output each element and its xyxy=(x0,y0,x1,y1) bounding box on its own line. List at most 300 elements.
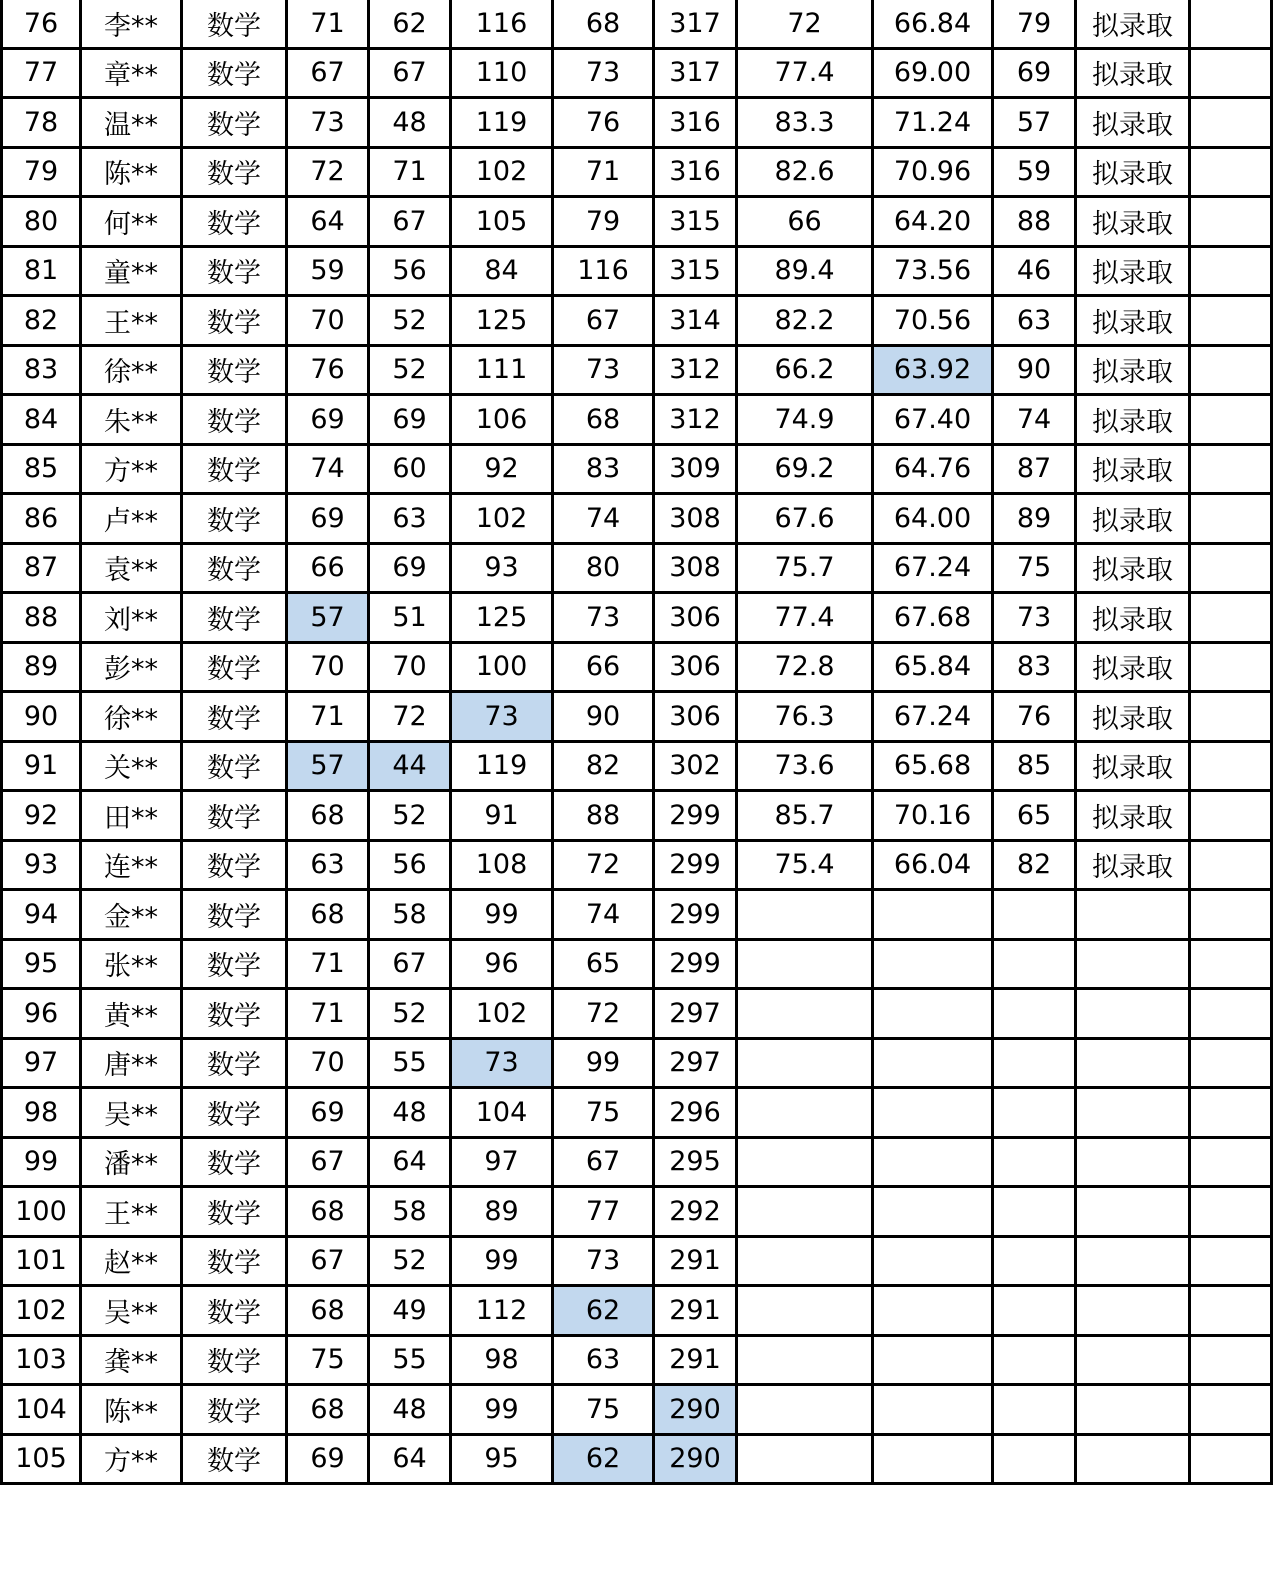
score2-cell: 62 xyxy=(369,0,451,48)
final-score-cell xyxy=(873,890,993,940)
note-cell xyxy=(1190,1434,1272,1484)
note-cell xyxy=(1190,791,1272,841)
interview-score-cell: 72 xyxy=(737,0,873,48)
interview-score-cell xyxy=(737,1385,873,1435)
row-number-cell: 76 xyxy=(2,0,81,48)
note-cell xyxy=(1190,1335,1272,1385)
rank-cell: 69 xyxy=(993,48,1076,98)
score2-cell: 67 xyxy=(369,939,451,989)
subject-cell: 数学 xyxy=(182,1137,287,1187)
interview-score-cell: 82.6 xyxy=(737,147,873,197)
total-score-cell: 290 xyxy=(654,1434,737,1484)
score3-cell: 97 xyxy=(451,1137,553,1187)
score1-cell: 68 xyxy=(287,890,369,940)
score3-cell: 92 xyxy=(451,444,553,494)
total-score-cell: 292 xyxy=(654,1187,737,1237)
score3-cell: 102 xyxy=(451,147,553,197)
score4-cell: 83 xyxy=(553,444,654,494)
score4-cell: 75 xyxy=(553,1385,654,1435)
name-cell: 潘** xyxy=(81,1137,182,1187)
note-cell xyxy=(1190,246,1272,296)
admission-status-cell: 拟录取 xyxy=(1076,345,1190,395)
note-cell xyxy=(1190,1286,1272,1336)
interview-score-cell xyxy=(737,1236,873,1286)
score3-cell: 89 xyxy=(451,1187,553,1237)
score2-cell: 70 xyxy=(369,642,451,692)
total-score-cell: 297 xyxy=(654,1038,737,1088)
row-number-cell: 93 xyxy=(2,840,81,890)
score1-cell: 70 xyxy=(287,296,369,346)
score2-cell: 52 xyxy=(369,989,451,1039)
name-cell: 袁** xyxy=(81,543,182,593)
rank-cell xyxy=(993,1038,1076,1088)
score4-cell: 82 xyxy=(553,741,654,791)
name-cell: 徐** xyxy=(81,692,182,742)
subject-cell: 数学 xyxy=(182,1434,287,1484)
score4-cell: 68 xyxy=(553,0,654,48)
admission-status-cell: 拟录取 xyxy=(1076,642,1190,692)
final-score-cell xyxy=(873,1088,993,1138)
subject-cell: 数学 xyxy=(182,791,287,841)
table-row xyxy=(2,1187,1272,1237)
table-row xyxy=(2,593,1272,643)
interview-score-cell: 77.4 xyxy=(737,593,873,643)
total-score-cell: 291 xyxy=(654,1236,737,1286)
row-number-cell: 103 xyxy=(2,1335,81,1385)
admission-status-cell: 拟录取 xyxy=(1076,395,1190,445)
score1-cell: 63 xyxy=(287,840,369,890)
interview-score-cell xyxy=(737,1434,873,1484)
score3-cell: 119 xyxy=(451,98,553,148)
rank-cell xyxy=(993,1335,1076,1385)
subject-cell: 数学 xyxy=(182,494,287,544)
score1-cell: 70 xyxy=(287,1038,369,1088)
score2-cell: 48 xyxy=(369,98,451,148)
table-row xyxy=(2,246,1272,296)
score1-cell: 76 xyxy=(287,345,369,395)
final-score-cell xyxy=(873,989,993,1039)
score2-cell: 67 xyxy=(369,197,451,247)
score4-cell: 74 xyxy=(553,890,654,940)
table-row xyxy=(2,345,1272,395)
final-score-cell xyxy=(873,1335,993,1385)
table-row xyxy=(2,197,1272,247)
name-cell: 陈** xyxy=(81,147,182,197)
score1-cell: 69 xyxy=(287,395,369,445)
subject-cell: 数学 xyxy=(182,741,287,791)
score4-cell: 74 xyxy=(553,494,654,544)
admission-status-cell: 拟录取 xyxy=(1076,593,1190,643)
row-number-cell: 88 xyxy=(2,593,81,643)
subject-cell: 数学 xyxy=(182,692,287,742)
score4-cell: 79 xyxy=(553,197,654,247)
score3-cell: 105 xyxy=(451,197,553,247)
final-score-cell: 63.92 xyxy=(873,345,993,395)
name-cell: 彭** xyxy=(81,642,182,692)
score2-cell: 69 xyxy=(369,395,451,445)
interview-score-cell xyxy=(737,890,873,940)
table-row xyxy=(2,0,1272,48)
final-score-cell: 70.56 xyxy=(873,296,993,346)
total-score-cell: 306 xyxy=(654,692,737,742)
total-score-cell: 308 xyxy=(654,494,737,544)
admission-status-cell xyxy=(1076,1187,1190,1237)
rank-cell: 75 xyxy=(993,543,1076,593)
rank-cell xyxy=(993,939,1076,989)
table-row xyxy=(2,741,1272,791)
rank-cell: 63 xyxy=(993,296,1076,346)
score2-cell: 67 xyxy=(369,48,451,98)
table-row xyxy=(2,989,1272,1039)
table-row xyxy=(2,840,1272,890)
admission-status-cell xyxy=(1076,939,1190,989)
row-number-cell: 100 xyxy=(2,1187,81,1237)
score1-cell: 70 xyxy=(287,642,369,692)
interview-score-cell: 73.6 xyxy=(737,741,873,791)
note-cell xyxy=(1190,989,1272,1039)
admission-status-cell: 拟录取 xyxy=(1076,741,1190,791)
total-score-cell: 316 xyxy=(654,147,737,197)
score4-cell: 63 xyxy=(553,1335,654,1385)
admission-status-cell: 拟录取 xyxy=(1076,543,1190,593)
table-row xyxy=(2,791,1272,841)
name-cell: 王** xyxy=(81,1187,182,1237)
total-score-cell: 316 xyxy=(654,98,737,148)
final-score-cell: 67.68 xyxy=(873,593,993,643)
score1-cell: 74 xyxy=(287,444,369,494)
rank-cell: 65 xyxy=(993,791,1076,841)
score2-cell: 60 xyxy=(369,444,451,494)
row-number-cell: 97 xyxy=(2,1038,81,1088)
score2-cell: 52 xyxy=(369,345,451,395)
score2-cell: 71 xyxy=(369,147,451,197)
score1-cell: 71 xyxy=(287,989,369,1039)
score2-cell: 52 xyxy=(369,1236,451,1286)
total-score-cell: 299 xyxy=(654,890,737,940)
final-score-cell xyxy=(873,939,993,989)
admission-status-cell: 拟录取 xyxy=(1076,197,1190,247)
table-row xyxy=(2,642,1272,692)
name-cell: 赵** xyxy=(81,1236,182,1286)
rank-cell xyxy=(993,1286,1076,1336)
interview-score-cell xyxy=(737,1286,873,1336)
score1-cell: 68 xyxy=(287,1286,369,1336)
final-score-cell: 64.76 xyxy=(873,444,993,494)
name-cell: 龚** xyxy=(81,1335,182,1385)
note-cell xyxy=(1190,197,1272,247)
final-score-cell: 73.56 xyxy=(873,246,993,296)
rank-cell: 57 xyxy=(993,98,1076,148)
interview-score-cell: 66 xyxy=(737,197,873,247)
rank-cell xyxy=(993,989,1076,1039)
admission-status-cell: 拟录取 xyxy=(1076,791,1190,841)
name-cell: 李** xyxy=(81,0,182,48)
row-number-cell: 89 xyxy=(2,642,81,692)
interview-score-cell: 77.4 xyxy=(737,48,873,98)
score3-cell: 98 xyxy=(451,1335,553,1385)
rank-cell xyxy=(993,890,1076,940)
rank-cell xyxy=(993,1434,1076,1484)
interview-score-cell xyxy=(737,1335,873,1385)
score4-cell: 73 xyxy=(553,593,654,643)
total-score-cell: 314 xyxy=(654,296,737,346)
subject-cell: 数学 xyxy=(182,197,287,247)
score3-cell: 96 xyxy=(451,939,553,989)
rank-cell: 76 xyxy=(993,692,1076,742)
total-score-cell: 312 xyxy=(654,395,737,445)
total-score-cell: 309 xyxy=(654,444,737,494)
subject-cell: 数学 xyxy=(182,939,287,989)
score4-cell: 65 xyxy=(553,939,654,989)
score2-cell: 72 xyxy=(369,692,451,742)
row-number-cell: 99 xyxy=(2,1137,81,1187)
admission-status-cell xyxy=(1076,989,1190,1039)
score4-cell: 80 xyxy=(553,543,654,593)
row-number-cell: 92 xyxy=(2,791,81,841)
score2-cell: 48 xyxy=(369,1385,451,1435)
row-number-cell: 102 xyxy=(2,1286,81,1336)
subject-cell: 数学 xyxy=(182,840,287,890)
name-cell: 卢** xyxy=(81,494,182,544)
score3-cell: 125 xyxy=(451,296,553,346)
subject-cell: 数学 xyxy=(182,1385,287,1435)
name-cell: 朱** xyxy=(81,395,182,445)
table-row xyxy=(2,147,1272,197)
row-number-cell: 95 xyxy=(2,939,81,989)
row-number-cell: 98 xyxy=(2,1088,81,1138)
table-row xyxy=(2,444,1272,494)
score2-cell: 55 xyxy=(369,1335,451,1385)
total-score-cell: 295 xyxy=(654,1137,737,1187)
final-score-cell: 66.04 xyxy=(873,840,993,890)
name-cell: 童** xyxy=(81,246,182,296)
note-cell xyxy=(1190,543,1272,593)
name-cell: 唐** xyxy=(81,1038,182,1088)
row-number-cell: 87 xyxy=(2,543,81,593)
rank-cell: 59 xyxy=(993,147,1076,197)
rank-cell: 79 xyxy=(993,0,1076,48)
score4-cell: 73 xyxy=(553,48,654,98)
subject-cell: 数学 xyxy=(182,593,287,643)
score1-cell: 69 xyxy=(287,494,369,544)
score1-cell: 68 xyxy=(287,1187,369,1237)
score2-cell: 55 xyxy=(369,1038,451,1088)
note-cell xyxy=(1190,1236,1272,1286)
interview-score-cell: 72.8 xyxy=(737,642,873,692)
subject-cell: 数学 xyxy=(182,1088,287,1138)
row-number-cell: 86 xyxy=(2,494,81,544)
note-cell xyxy=(1190,48,1272,98)
total-score-cell: 306 xyxy=(654,642,737,692)
subject-cell: 数学 xyxy=(182,0,287,48)
row-number-cell: 83 xyxy=(2,345,81,395)
table-row xyxy=(2,543,1272,593)
table-row xyxy=(2,1088,1272,1138)
name-cell: 田** xyxy=(81,791,182,841)
admission-status-cell: 拟录取 xyxy=(1076,444,1190,494)
rank-cell: 89 xyxy=(993,494,1076,544)
score3-cell: 125 xyxy=(451,593,553,643)
admission-status-cell xyxy=(1076,1038,1190,1088)
admission-status-cell xyxy=(1076,890,1190,940)
score4-cell: 75 xyxy=(553,1088,654,1138)
final-score-cell: 67.24 xyxy=(873,543,993,593)
total-score-cell: 299 xyxy=(654,939,737,989)
name-cell: 何** xyxy=(81,197,182,247)
note-cell xyxy=(1190,1187,1272,1237)
admission-status-cell xyxy=(1076,1335,1190,1385)
score2-cell: 56 xyxy=(369,246,451,296)
score1-cell: 67 xyxy=(287,1236,369,1286)
row-number-cell: 84 xyxy=(2,395,81,445)
name-cell: 吴** xyxy=(81,1088,182,1138)
interview-score-cell: 67.6 xyxy=(737,494,873,544)
score2-cell: 63 xyxy=(369,494,451,544)
name-cell: 张** xyxy=(81,939,182,989)
admission-status-cell xyxy=(1076,1434,1190,1484)
row-number-cell: 104 xyxy=(2,1385,81,1435)
score1-cell: 71 xyxy=(287,0,369,48)
note-cell xyxy=(1190,890,1272,940)
admission-status-cell: 拟录取 xyxy=(1076,98,1190,148)
interview-score-cell xyxy=(737,1038,873,1088)
score3-cell: 102 xyxy=(451,494,553,544)
score2-cell: 51 xyxy=(369,593,451,643)
final-score-cell: 64.20 xyxy=(873,197,993,247)
interview-score-cell xyxy=(737,989,873,1039)
note-cell xyxy=(1190,1385,1272,1435)
score1-cell: 57 xyxy=(287,593,369,643)
note-cell xyxy=(1190,939,1272,989)
subject-cell: 数学 xyxy=(182,395,287,445)
score3-cell: 95 xyxy=(451,1434,553,1484)
score4-cell: 72 xyxy=(553,989,654,1039)
admission-status-cell: 拟录取 xyxy=(1076,246,1190,296)
score4-cell: 77 xyxy=(553,1187,654,1237)
subject-cell: 数学 xyxy=(182,989,287,1039)
score2-cell: 64 xyxy=(369,1434,451,1484)
admission-status-cell: 拟录取 xyxy=(1076,840,1190,890)
score3-cell: 119 xyxy=(451,741,553,791)
row-number-cell: 96 xyxy=(2,989,81,1039)
name-cell: 方** xyxy=(81,444,182,494)
rank-cell xyxy=(993,1088,1076,1138)
table-row xyxy=(2,1286,1272,1336)
subject-cell: 数学 xyxy=(182,1286,287,1336)
score3-cell: 116 xyxy=(451,0,553,48)
score3-cell: 73 xyxy=(451,692,553,742)
score2-cell: 56 xyxy=(369,840,451,890)
subject-cell: 数学 xyxy=(182,48,287,98)
score4-cell: 76 xyxy=(553,98,654,148)
total-score-cell: 317 xyxy=(654,48,737,98)
note-cell xyxy=(1190,0,1272,48)
rank-cell: 90 xyxy=(993,345,1076,395)
interview-score-cell: 75.4 xyxy=(737,840,873,890)
total-score-cell: 302 xyxy=(654,741,737,791)
score3-cell: 104 xyxy=(451,1088,553,1138)
note-cell xyxy=(1190,1088,1272,1138)
row-number-cell: 101 xyxy=(2,1236,81,1286)
interview-score-cell: 85.7 xyxy=(737,791,873,841)
table-row xyxy=(2,494,1272,544)
score2-cell: 44 xyxy=(369,741,451,791)
name-cell: 徐** xyxy=(81,345,182,395)
score3-cell: 110 xyxy=(451,48,553,98)
score1-cell: 71 xyxy=(287,939,369,989)
score4-cell: 73 xyxy=(553,1236,654,1286)
name-cell: 章** xyxy=(81,48,182,98)
subject-cell: 数学 xyxy=(182,1038,287,1088)
note-cell xyxy=(1190,1038,1272,1088)
note-cell xyxy=(1190,147,1272,197)
score2-cell: 69 xyxy=(369,543,451,593)
row-number-cell: 85 xyxy=(2,444,81,494)
interview-score-cell: 83.3 xyxy=(737,98,873,148)
final-score-cell: 67.40 xyxy=(873,395,993,445)
final-score-cell xyxy=(873,1286,993,1336)
score1-cell: 72 xyxy=(287,147,369,197)
total-score-cell: 317 xyxy=(654,0,737,48)
subject-cell: 数学 xyxy=(182,543,287,593)
total-score-cell: 290 xyxy=(654,1385,737,1435)
admission-status-cell: 拟录取 xyxy=(1076,494,1190,544)
name-cell: 金** xyxy=(81,890,182,940)
rank-cell xyxy=(993,1385,1076,1435)
interview-score-cell: 75.7 xyxy=(737,543,873,593)
note-cell xyxy=(1190,593,1272,643)
final-score-cell: 64.00 xyxy=(873,494,993,544)
admission-status-cell xyxy=(1076,1236,1190,1286)
score1-cell: 64 xyxy=(287,197,369,247)
subject-cell: 数学 xyxy=(182,444,287,494)
score2-cell: 58 xyxy=(369,1187,451,1237)
total-score-cell: 315 xyxy=(654,246,737,296)
score3-cell: 108 xyxy=(451,840,553,890)
table-row xyxy=(2,48,1272,98)
admission-status-cell xyxy=(1076,1385,1190,1435)
interview-score-cell: 82.2 xyxy=(737,296,873,346)
note-cell xyxy=(1190,98,1272,148)
note-cell xyxy=(1190,741,1272,791)
note-cell xyxy=(1190,494,1272,544)
note-cell xyxy=(1190,395,1272,445)
row-number-cell: 82 xyxy=(2,296,81,346)
score2-cell: 64 xyxy=(369,1137,451,1187)
interview-score-cell xyxy=(737,1137,873,1187)
score3-cell: 99 xyxy=(451,890,553,940)
subject-cell: 数学 xyxy=(182,246,287,296)
name-cell: 王** xyxy=(81,296,182,346)
name-cell: 连** xyxy=(81,840,182,890)
score3-cell: 112 xyxy=(451,1286,553,1336)
score1-cell: 57 xyxy=(287,741,369,791)
score1-cell: 59 xyxy=(287,246,369,296)
subject-cell: 数学 xyxy=(182,147,287,197)
row-number-cell: 79 xyxy=(2,147,81,197)
table-row xyxy=(2,98,1272,148)
note-cell xyxy=(1190,642,1272,692)
score1-cell: 71 xyxy=(287,692,369,742)
row-number-cell: 80 xyxy=(2,197,81,247)
admission-status-cell: 拟录取 xyxy=(1076,147,1190,197)
admission-status-cell: 拟录取 xyxy=(1076,296,1190,346)
subject-cell: 数学 xyxy=(182,642,287,692)
rank-cell: 73 xyxy=(993,593,1076,643)
score2-cell: 52 xyxy=(369,791,451,841)
score1-cell: 66 xyxy=(287,543,369,593)
interview-score-cell: 89.4 xyxy=(737,246,873,296)
